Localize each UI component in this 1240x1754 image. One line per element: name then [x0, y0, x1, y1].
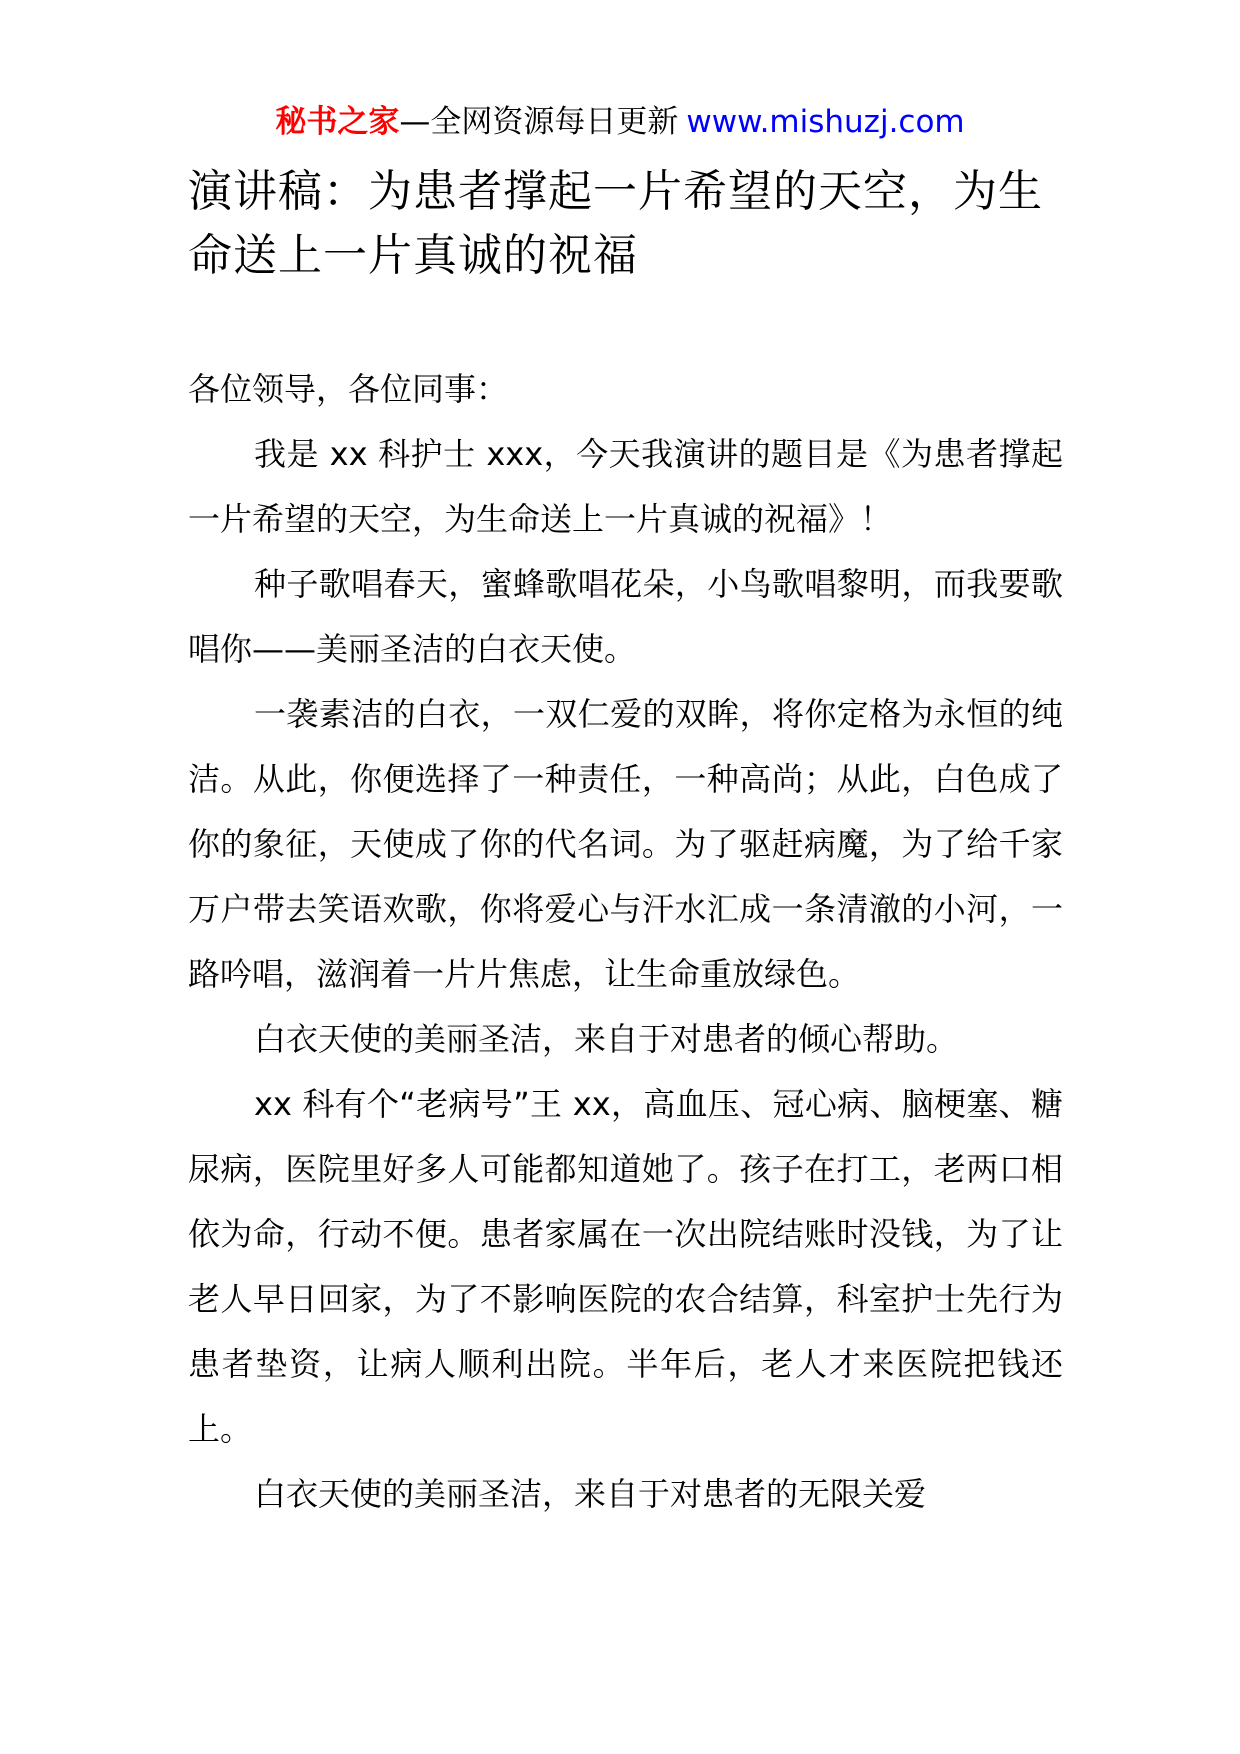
document-body — [188, 357, 1063, 1527]
paragraph-intro: 我是 xx 科护士 xxx，今天我演讲的题目是《为患者撑起一片希望的天空，为生命送上一片真诚的祝福》！ — [188, 435, 1063, 538]
site-header — [0, 100, 1240, 144]
paragraph-help-heading: 白衣天使的美丽圣洁，来自于对患者的倾心帮助。 — [254, 1020, 959, 1058]
site-tagline: —全网资源每日更新 — [399, 104, 679, 140]
salutation: 各位领导，各位同事： — [188, 370, 509, 408]
document-title: 演讲稿：为患者撑起一片希望的天空，为生命送上一片真诚的祝福 — [188, 166, 1043, 281]
paragraph-song: 种子歌唱春天，蜜蜂歌唱花朵，小鸟歌唱黎明，而我要歌唱你——美丽圣洁的白衣天使。 — [188, 565, 1063, 668]
paragraph-patient-story: xx 科有个“老病号”王 xx，高血压、冠心病、脑梗塞、糖尿病，医院里好多人可能都知道她了。孩子在打工，老两口相依为命，行动不便。患者家属在一次出院结账时没钱，为了让老人早日回家，为了不影响医院的农合结算，科室护士先行为患者垫资，让病人顺利出院。半年后，老人才来医院把钱还上。 — [188, 1085, 1063, 1448]
paragraph-care-heading: 白衣天使的美丽圣洁，来自于对患者的无限关爱 — [254, 1475, 927, 1513]
site-brand: 秘书之家 — [275, 104, 400, 140]
paragraph-white-coat: 一袭素洁的白衣，一双仁爱的双眸，将你定格为永恒的纯洁。从此，你便选择了一种责任，一种高尚；从此，白色成了你的象征，天使成了你的代名词。为了驱赶病魔，为了给千家万户带去笑语欢歌，你将爱心与汗水汇成一条清澈的小河，一路吟唱，滋润着一片片焦虑，让生命重放绿色。 — [188, 695, 1063, 993]
site-url-link[interactable]: www.mishuzj.com — [686, 104, 965, 140]
